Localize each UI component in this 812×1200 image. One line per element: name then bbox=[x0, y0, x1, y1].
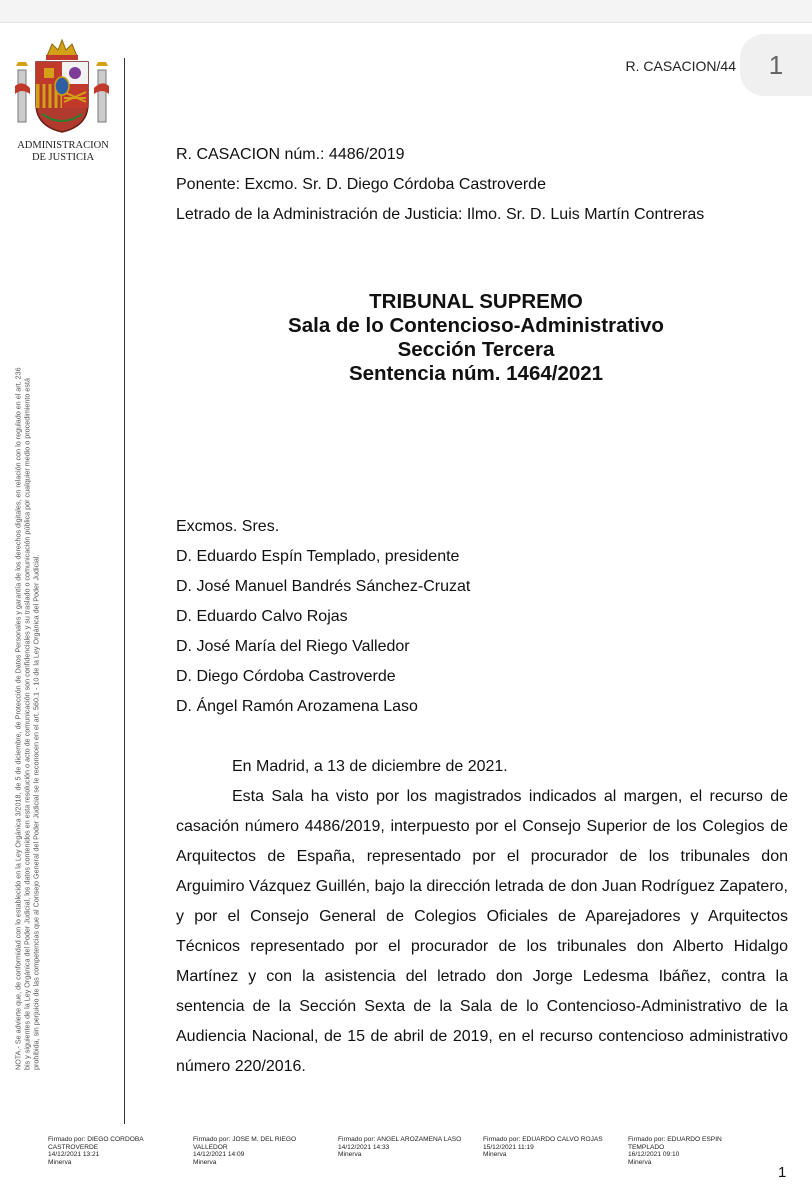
section-name: Sección Tercera bbox=[397, 338, 555, 361]
footer-page-number: 1 bbox=[778, 1164, 787, 1181]
date-paragraph: En Madrid, a 13 de diciembre de 2021. bbox=[232, 758, 508, 775]
case-clerk: Letrado de la Administración de Justicia: Ilmo. Sr. D. Luis Martín Contreras bbox=[176, 206, 705, 223]
header-reference: R. CASACION/44 bbox=[625, 58, 736, 74]
list-item: D. Eduardo Calvo Rojas bbox=[176, 608, 348, 625]
signature-entry bbox=[483, 1136, 623, 1159]
signature-line: Minerva bbox=[483, 1151, 507, 1159]
case-rapporteur: Ponente: Excmo. Sr. D. Diego Córdoba Castroverde bbox=[176, 176, 546, 193]
signature-line: 15/12/2021 11:19 bbox=[483, 1143, 534, 1151]
list-item: D. José Manuel Bandrés Sánchez-Cruzat bbox=[176, 578, 471, 595]
signature-line: Minerva bbox=[193, 1158, 217, 1166]
body-paragraph: Esta Sala ha visto por los magistrados indicados al margen, el recurso de casación número 4486/2019, interpuesto por el Consejo Superior de los Colegios de Arquitectos de España, representado por el procurador de los tribunales don Arguimiro Vázquez Guillén, bajo la dirección letrada de don Juan Rodríguez Zapatero, y por el Consejo General de Colegios Oficiales de Aparejadores y Arquitectos Técnicos representado por el procurador de los tribunales don Alberto Hidalgo Martínez y con la asistencia del letrado don Jorge Ledesma Ibáñez, contra la sentencia de la Sección Sexta de la Sala de lo Contencioso-Administrativo de la Audiencia Nacional, de 15 de abril de 2019, en el recurso contencioso administrativo número 220/2016. bbox=[176, 788, 788, 1075]
signature-line: Firmado por: JOSE M. DEL RIEGO bbox=[193, 1136, 297, 1143]
signature-line: TEMPLADO bbox=[628, 1143, 665, 1151]
case-number: R. CASACION núm.: 4486/2019 bbox=[176, 146, 405, 163]
list-item: D. Ángel Ramón Arozamena Laso bbox=[176, 698, 418, 715]
signature-line: CASTROVERDE bbox=[48, 1143, 99, 1151]
signature-line: 14/12/2021 14:33 bbox=[338, 1143, 390, 1151]
list-item: D. Diego Córdoba Castroverde bbox=[176, 668, 396, 685]
signature-line: Firmado por: EDUARDO ESPIN bbox=[628, 1136, 722, 1143]
signature-entry bbox=[48, 1136, 188, 1166]
organization-name bbox=[8, 140, 118, 164]
judgment-number: Sentencia núm. 1464/2021 bbox=[348, 362, 604, 385]
organization-name-line2: DE JUSTICIA bbox=[31, 152, 95, 163]
case-header bbox=[176, 140, 776, 230]
coat-of-arms-logo bbox=[14, 36, 110, 136]
privacy-note-container bbox=[6, 190, 48, 1070]
margin-divider bbox=[124, 58, 125, 1124]
signature-entry bbox=[193, 1136, 333, 1166]
page-number-badge: 1 bbox=[740, 34, 812, 96]
signature-line: Firmado por: ANGEL AROZAMENA LASO bbox=[338, 1136, 462, 1143]
signature-entry bbox=[628, 1136, 768, 1166]
privacy-note-line3: prohibida, sin perjuicio de las competencias que al Consejo General del Poder Judicial se le reconocen en el art. 560.1 - 10 de la Ley Orgánica del Poder Judicial. bbox=[31, 554, 41, 1070]
privacy-note bbox=[14, 190, 41, 1070]
signature-line: Minerva bbox=[628, 1158, 652, 1166]
signature-line: Minerva bbox=[338, 1151, 362, 1159]
list-item: Excmos. Sres. bbox=[176, 518, 280, 535]
signature-line: Firmado por: EDUARDO CALVO ROJAS bbox=[483, 1136, 603, 1143]
judges-list bbox=[176, 512, 776, 722]
signature-entry bbox=[338, 1136, 478, 1159]
signature-line: VALLEDOR bbox=[193, 1143, 228, 1151]
privacy-note-line1: NOTA.- Se advierte que, de conformidad con lo establecido en la Ley Orgánica 3/2018, de 5 de diciembre, de Protección de Datos Personales y garantía de los derechos digitales, en relación con lo regulado en el art. 236 bbox=[13, 367, 23, 1070]
signature-line: 14/12/2021 13:21 bbox=[48, 1151, 100, 1159]
list-item: D. Eduardo Espín Templado, presidente bbox=[176, 548, 460, 565]
court-name: TRIBUNAL SUPREMO bbox=[369, 290, 583, 313]
list-item: D. José María del Riego Valledor bbox=[176, 638, 410, 655]
signature-block bbox=[48, 1136, 788, 1176]
chamber-name: Sala de lo Contencioso-Administrativo bbox=[288, 314, 664, 337]
organization-name-line1: ADMINISTRACION bbox=[17, 140, 109, 151]
signature-line: 14/12/2021 14:09 bbox=[193, 1151, 245, 1159]
judgment-body bbox=[176, 752, 788, 1082]
document-title bbox=[176, 290, 776, 386]
top-bar bbox=[0, 0, 812, 23]
signature-line: Minerva bbox=[48, 1158, 72, 1166]
signature-line: Firmado por: DIEGO CORDOBA bbox=[48, 1136, 144, 1143]
privacy-note-line2: bis y siguientes de la Ley Orgánica del Poder Judicial, los datos contenidos en esta resolución o acto de comunicación son confidenciales y su traslado o comunicación pública por cualquier medio o procedimiento está bbox=[22, 377, 32, 1070]
signature-line: 16/12/2021 09:10 bbox=[628, 1151, 680, 1159]
